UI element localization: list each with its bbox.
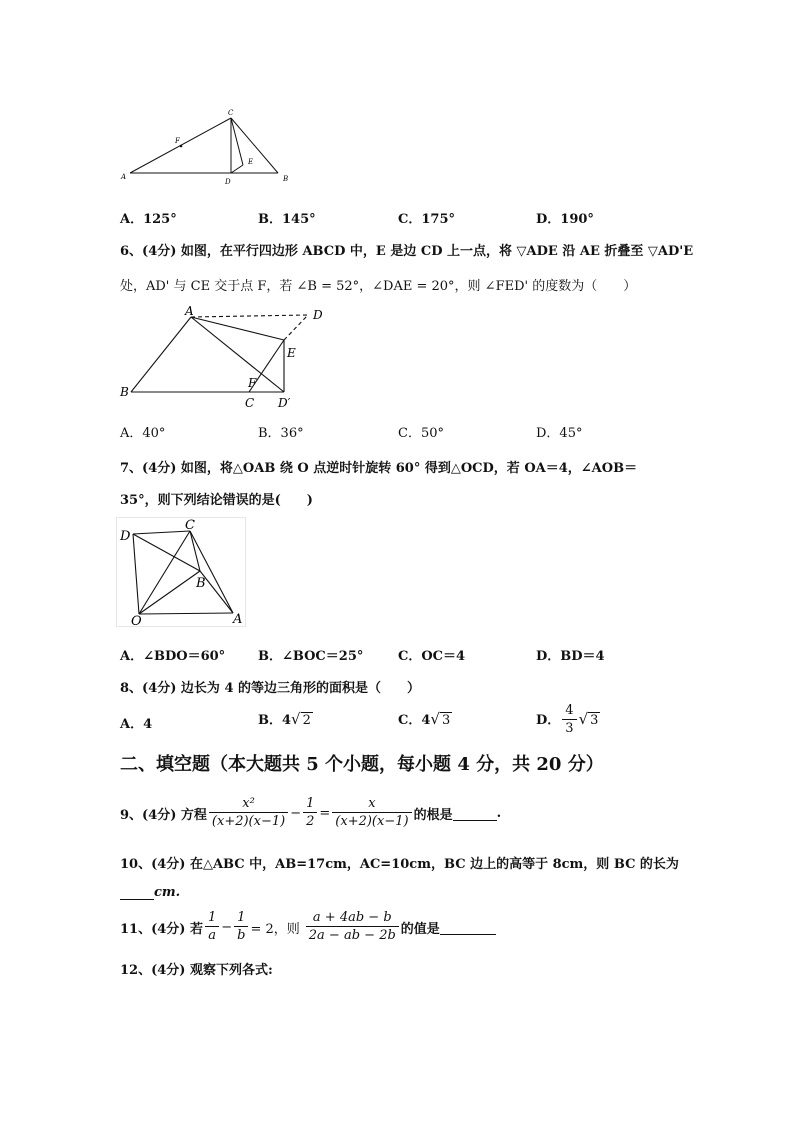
q8-d-denominator: 3 [562,719,576,738]
q9-answer-blank[interactable] [453,806,497,821]
q8-text: 8、(4分) 边长为 4 的等边三角形的面积是（ ） [120,681,421,696]
q9-f1-den: (x+2)(x−1) [209,812,288,831]
radical-icon: √ [291,710,301,728]
q7-text-line2: 35°，则下列结论错误的是( ) [120,493,313,508]
q7-option-a[interactable]: A．∠BDO＝60° [120,649,226,664]
q9-f2-den: 2 [303,812,317,831]
q8-d-numerator: 4 [565,703,574,718]
q10-text-line1: 10、(4分) 在△ABC 中，AB=17cm，AC=10cm，BC 边上的高等于 8cm，则 BC 的长为 [120,857,679,872]
fig7-label-a: A [233,612,243,627]
q8-option-c-prefix: C．4 [398,713,431,728]
q8-option-d-radicand: 3 [590,713,599,728]
fig6-label-d: D [313,308,323,322]
q5-option-c[interactable]: C．175° [398,212,455,227]
q6-option-b[interactable]: B．36° [258,426,304,441]
q11-f2-den: b [234,926,248,945]
fig5-label-a: A [121,173,127,181]
q8-option-d-prefix: D． [536,713,561,728]
fig6-label-b: B [120,385,129,399]
q6-text-line2: 处，AD' 与 CE 交于点 F，若 ∠B = 52°，∠DAE = 20°，则 ∠FED' 的度数为（ ） [120,279,637,294]
q6-option-c[interactable]: C．50° [398,426,444,441]
q11-f2-num: 1 [237,910,246,925]
q9-suffix: 的根是 [413,808,453,823]
q9-row: 9、(4分) 方程 $\frac{\text{x²}}{(x+2)(x-1)}$ − $\frac{1}{2}$ = $\frac{x}{(x+2)(x-1)}$ 的根是 . [120,796,502,829]
q11-fraction-3 [306,910,399,945]
fig6-label-a: A [185,304,194,318]
q11-fraction-2 [234,910,248,945]
section-2-heading: 二、填空题（本大题共 5 个小题，每小题 4 分，共 20 分） [120,754,604,775]
q9-f2-num: 1 [306,796,315,811]
q9-prefix: 9、(4分) 方程 [120,808,207,823]
fig7-label-b: B [196,576,206,591]
q6-option-d[interactable]: D．45° [536,426,583,441]
q11-f3-num: a + 4ab − b [312,910,392,925]
q8-option-d-fraction [562,703,576,738]
fig5-label-e: E [248,158,254,166]
q6-text-line1: 6、(4分) 如图，在平行四边形 ABCD 中，E 是边 CD 上一点，将 ▽ADE 沿 AE 折叠至 ▽AD'E [120,244,694,259]
q8-option-c-radicand: 3 [441,713,451,728]
q11-minus: − [221,920,233,935]
fig5-label-f: F [175,137,180,145]
q11-row [120,910,496,945]
fig7-label-c: C [185,518,195,533]
q8-option-d[interactable] [536,703,600,738]
fig6-label-dprime: D′ [278,396,291,410]
fig7-label-o: O [131,614,142,627]
q9-f1-num: x² [242,796,255,811]
q5-option-a[interactable]: A．125° [120,212,177,227]
q11-prefix: 11、(4分) 若 [120,922,203,937]
q11-fraction-1 [205,910,219,945]
q9-minus: − [290,806,302,821]
q11-f3-den: 2a − ab − 2b [306,926,399,945]
q11-suffix: 的值是 [400,922,440,937]
fig5-label-d: D [225,178,231,185]
q9-equals: = [319,806,331,821]
q10-answer-blank[interactable] [120,885,154,900]
q6-figure [118,303,338,411]
q8-option-b-prefix: B．4 [258,713,292,728]
fig6-label-f: F [248,376,257,390]
q5-figure [118,105,298,185]
q11-answer-blank[interactable] [440,920,496,935]
q8-option-b[interactable] [258,709,313,728]
q7-text-line1: 7、(4分) 如图，将△OAB 绕 O 点逆时针旋转 60° 得到△OCD，若 OA＝4，∠AOB＝ [120,461,638,476]
q7-option-d[interactable]: D．BD＝4 [536,649,605,664]
fig5-label-b: B [283,175,289,183]
q12-text: 12、(4分) 观察下列各式: [120,963,273,978]
q8-option-c[interactable] [398,709,452,728]
fig6-label-e: E [287,346,296,360]
q8-option-b-radicand: 2 [302,713,311,728]
q9-fraction-3 [332,796,411,831]
radical-icon: √ [430,710,440,728]
q10-unit: cm. [154,885,181,900]
fig6-label-c: C [245,396,255,410]
q11-f1-den: a [205,926,219,945]
q11-equals: = 2，则 [250,922,300,937]
q7-option-c[interactable]: C．OC＝4 [398,649,466,664]
q10-line2 [120,885,180,900]
q5-option-d[interactable]: D．190° [536,212,594,227]
q7-figure [116,517,246,627]
q8-option-a[interactable]: A．4 [120,717,153,732]
q9-f3-den: (x+2)(x−1) [332,812,411,831]
q5-option-b[interactable]: B．145° [258,212,316,227]
q9-fraction-2 [303,796,317,831]
q9-f3-num: x [368,796,376,811]
fig7-label-d: D [120,529,131,544]
q9-fraction-1 [209,796,288,831]
q11-f1-num: 1 [207,910,217,925]
radical-icon: √ [578,710,589,728]
q7-option-b[interactable]: B．∠BOC＝25° [258,649,364,664]
q6-option-a[interactable]: A．40° [120,426,166,441]
fig5-label-c: C [228,109,234,117]
